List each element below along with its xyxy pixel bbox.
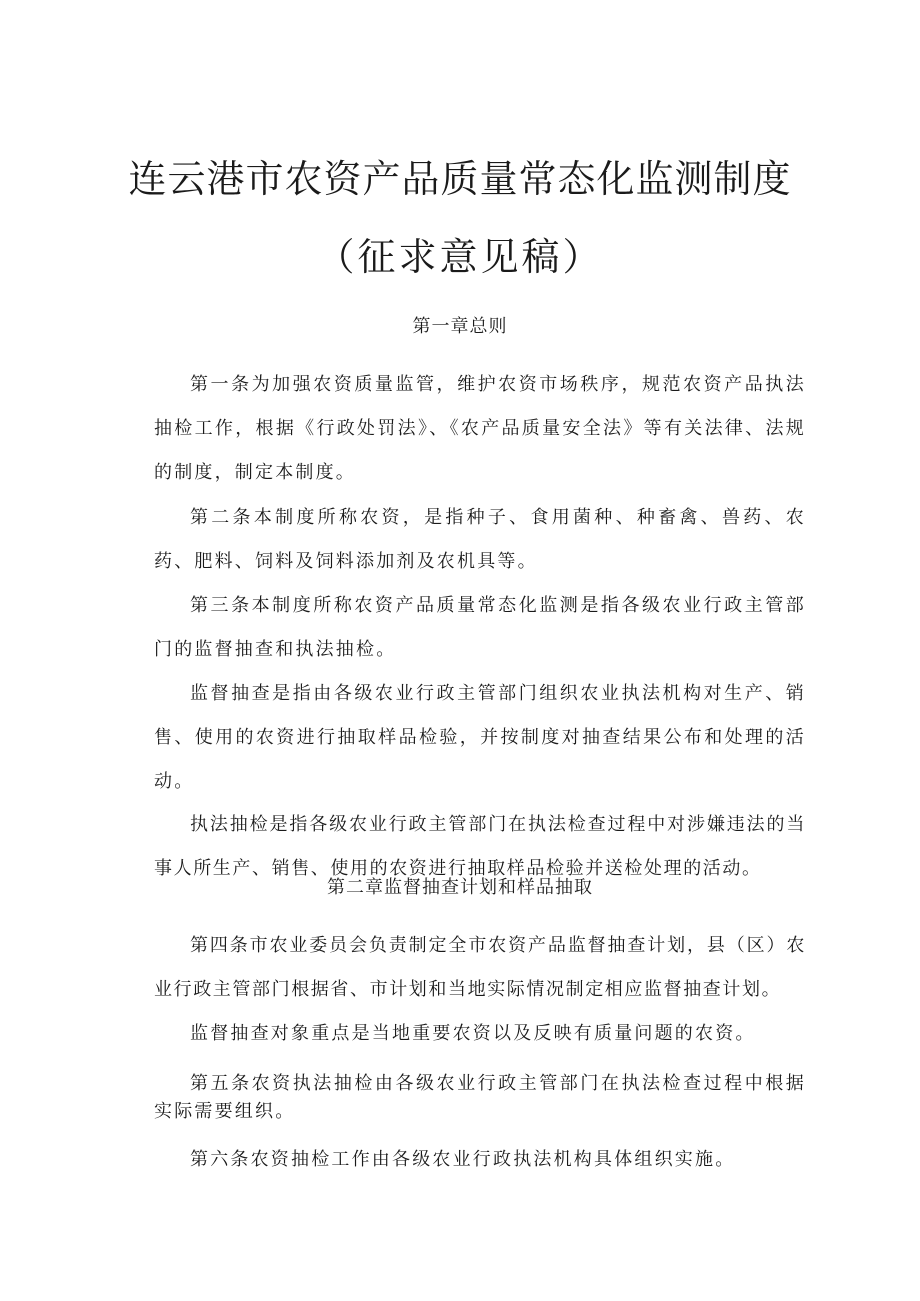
- article-paragraph: 执法抽检是指各级农业行政主管部门在执法检查过程中对涉嫌违法的当事人所生产、销售、使用的农资进行抽取样品检验并送检处理的活动。: [154, 814, 806, 879]
- article-paragraph: 第一条为加强农资质量监管，维护农资市场秩序，规范农资产品执法抽检工作，根据《行政处罚法》、《农产品质量安全法》等有关法律、法规的制度，制定本制度。: [154, 374, 806, 483]
- chapter-heading: 第一章总则: [412, 316, 508, 337]
- document-subtitle: （征求意见稿）: [316, 235, 604, 279]
- article-paragraph: 监督抽查对象重点是当地重要农资以及反映有质量问题的农资。: [190, 1023, 756, 1044]
- article-paragraph: 第五条农资执法抽检由各级农业行政主管部门在执法检查过程中根据实际需要组织。: [154, 1073, 806, 1122]
- chapter-heading: 第二章监督抽查计划和样品抽取: [327, 877, 593, 898]
- article-paragraph: 第二条本制度所称农资，是指种子、食用菌种、种畜禽、兽药、农药、肥料、饲料及饲料添加剂及农机具等。: [154, 507, 806, 572]
- article-paragraph: 第六条农资抽检工作由各级农业行政执法机构具体组织实施。: [190, 1149, 736, 1170]
- article-paragraph: 第四条市农业委员会负责制定全市农资产品监督抽查计划，县（区）农业行政主管部门根据省、市计划和当地实际情况制定相应监督抽查计划。: [154, 935, 806, 1000]
- article-paragraph: 监督抽查是指由各级农业行政主管部门组织农业执法机构对生产、销售、使用的农资进行抽取样品检验，并按制度对抽查结果公布和处理的活动。: [154, 683, 806, 792]
- document-title: 连云港市农资产品质量常态化监测制度: [128, 157, 792, 201]
- article-paragraph: 第三条本制度所称农资产品质量常态化监测是指各级农业行政主管部门的监督抽查和执法抽检。: [154, 595, 806, 660]
